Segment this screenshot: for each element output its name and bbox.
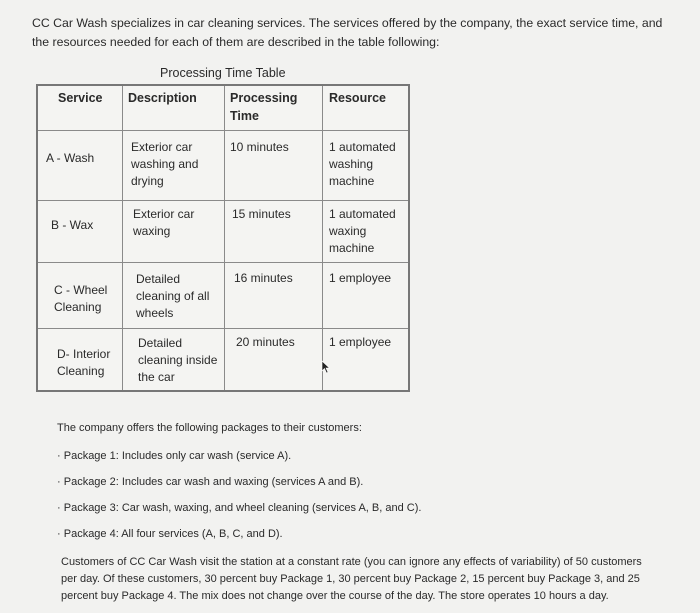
bullet: ·: [57, 502, 64, 514]
resource: 1 employee: [329, 335, 392, 349]
table-divider: [122, 86, 123, 390]
header-processing-time: Time: [230, 109, 259, 123]
resource: 1 automated washing machine: [329, 140, 396, 188]
intro-paragraph: CC Car Wash specializes in car cleaning services. The services offered by the company, the exact service time, and the resources needed for each of them are described in the table following:: [32, 16, 663, 49]
service-name: A - Wash: [46, 151, 95, 165]
resource: 1 employee: [329, 271, 392, 285]
bullet: ·: [57, 450, 64, 462]
header-description: Description: [128, 91, 197, 105]
bullet: ·: [57, 528, 64, 540]
list-item: · Package 3: Car wash, waxing, and wheel cleaning (services A, B, and C).: [57, 502, 422, 514]
service-description: Exterior car waxing: [133, 207, 195, 238]
processing-time: 20 minutes: [236, 335, 295, 349]
header-service: Service: [58, 91, 103, 105]
processing-time: 16 minutes: [234, 271, 293, 285]
service-description: Detailed cleaning of all wheels: [136, 272, 210, 320]
table-divider: [38, 130, 408, 131]
table-divider: [38, 262, 408, 263]
service-description: Detailed cleaning inside the car: [138, 336, 218, 384]
service-name: D- Interior Cleaning: [57, 347, 111, 378]
table-divider: [38, 328, 408, 329]
service-description: Exterior car washing and drying: [131, 140, 199, 188]
mouse-cursor-icon: [321, 360, 331, 374]
table-caption: Processing Time Table: [160, 66, 286, 80]
packages-intro: The company offers the following packages to their customers:: [57, 422, 362, 434]
processing-time: 10 minutes: [230, 140, 289, 154]
resource: 1 automated waxing machine: [329, 207, 396, 255]
list-item: · Package 2: Includes car wash and waxing (services A and B).: [57, 476, 364, 488]
closing-paragraph: Customers of CC Car Wash visit the station at a constant rate (you can ignore any effects of variability) of 50 customers per day. Of these customers, 30 percent buy Package 1, 30 percent buy Package 2, 15 percent buy Package 3, and 25 percent buy Package 4. The mix does not change over the course of the day. The store operates 10 hours a day.: [61, 556, 642, 602]
header-resource: Resource: [329, 91, 386, 105]
list-item: · Package 1: Includes only car wash (service A).: [57, 450, 292, 462]
table-divider: [322, 86, 323, 390]
list-item: · Package 4: All four services (A, B, C, and D).: [57, 528, 283, 540]
service-name: B - Wax: [51, 218, 94, 232]
processing-time: 15 minutes: [232, 207, 291, 221]
bullet: ·: [57, 476, 64, 488]
header-processing-time: Processing: [230, 91, 298, 105]
table-divider: [38, 200, 408, 201]
table-divider: [224, 86, 225, 390]
processing-time-table: [36, 84, 410, 392]
service-name: C - Wheel Cleaning: [54, 283, 108, 314]
